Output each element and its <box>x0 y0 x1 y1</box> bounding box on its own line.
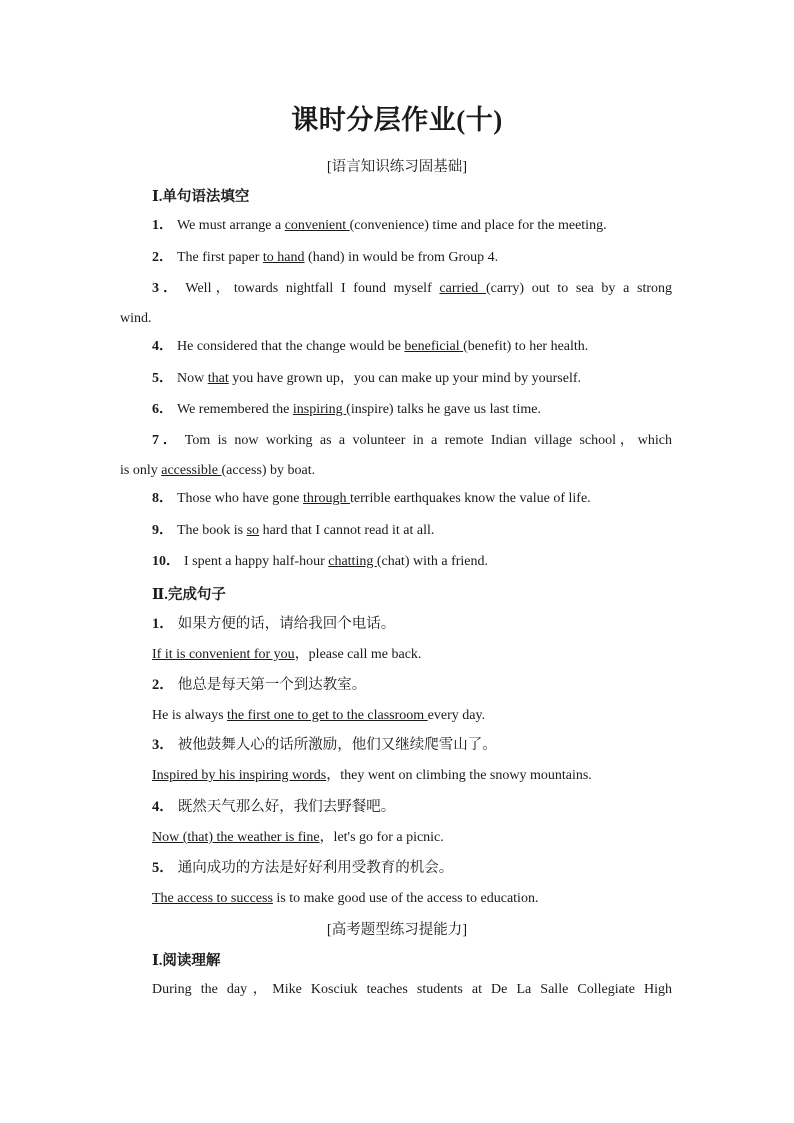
part-heading-sentences: Ⅱ.完成句子 <box>152 587 226 603</box>
part-heading-grammar: Ⅰ.单句语法填空 <box>152 189 250 205</box>
answer: through <box>302 491 351 506</box>
answer: convenient <box>284 218 350 233</box>
grammar-item: 7． Tom is now working as a volunteer in a remote Indian village school，which <box>152 433 673 448</box>
sentence-prompt: 2． 他总是每天第一个到达教室。 <box>152 677 367 693</box>
answer: to hand <box>262 250 305 265</box>
sentence-prompt: 3． 被他鼓舞人心的话所激励，他们又继续爬雪山了。 <box>152 737 497 753</box>
answer: that <box>207 371 229 386</box>
sentence-answer: If it is convenient for you，please call me back. <box>152 647 422 662</box>
sentence-answer: The access to success is to make good use of the access to education. <box>152 891 539 906</box>
reading-passage-line: During the day，Mike Kosciuk teaches students at De La Salle Collegiate High <box>152 982 672 997</box>
answer: The access to success <box>152 891 273 906</box>
page-title: 课时分层作业(十) <box>291 105 503 135</box>
section-heading-basics: [语言知识练习固基础] <box>326 159 468 175</box>
sentence-answer: Now (that) the weather is fine，let's go for a picnic. <box>152 830 444 845</box>
grammar-item: 2． The first paper to hand (hand) in would be from Group 4. <box>152 250 499 265</box>
part-heading-reading: Ⅰ.阅读理解 <box>152 953 221 969</box>
sentence-answer: He is always the first one to get to the classroom every day. <box>152 708 486 723</box>
sentence-prompt: 4． 既然天气那么好，我们去野餐吧。 <box>152 799 396 815</box>
answer: the first one to get to the classroom <box>227 708 428 723</box>
grammar-item: 6． We remembered the inspiring (inspire) talks he gave us last time. <box>152 402 541 417</box>
answer: so <box>246 523 260 538</box>
section-heading-exam: [高考题型练习提能力] <box>326 922 468 938</box>
answer: carried <box>439 281 486 296</box>
answer: If it is convenient for you <box>152 647 295 662</box>
answer: chatting <box>328 554 377 569</box>
sentence-prompt: 1． 如果方便的话，请给我回个电话。 <box>152 616 396 632</box>
grammar-item: 3． Well，towards nightfall I found myself carried (carry) out to sea by a strong <box>152 281 673 296</box>
answer: Inspired by his inspiring words <box>152 768 327 783</box>
grammar-item-continuation: is only accessible (access) by boat. <box>120 463 316 478</box>
answer: inspiring <box>292 402 347 417</box>
answer: Now (that) the weather is fine <box>152 830 320 845</box>
grammar-item: 8． Those who have gone through terrible earthquakes know the value of life. <box>152 491 591 506</box>
grammar-item: 4． He considered that the change would be beneficial (benefit) to her health. <box>152 339 589 354</box>
answer: accessible <box>161 463 222 478</box>
grammar-item: 5． Now that you have grown up，you can make up your mind by yourself. <box>152 371 581 386</box>
grammar-item: 10． I spent a happy half-hour chatting (chat) with a friend. <box>152 554 489 569</box>
answer: beneficial <box>404 339 464 354</box>
grammar-item: 9． The book is so hard that I cannot read it at all. <box>152 523 435 538</box>
grammar-item-continuation: wind. <box>120 311 152 326</box>
grammar-item: 1． We must arrange a convenient (convenience) time and place for the meeting. <box>152 218 607 233</box>
sentence-answer: Inspired by his inspiring words，they went on climbing the snowy mountains. <box>152 768 592 783</box>
sentence-prompt: 5． 通向成功的方法是好好利用受教育的机会。 <box>152 860 454 876</box>
